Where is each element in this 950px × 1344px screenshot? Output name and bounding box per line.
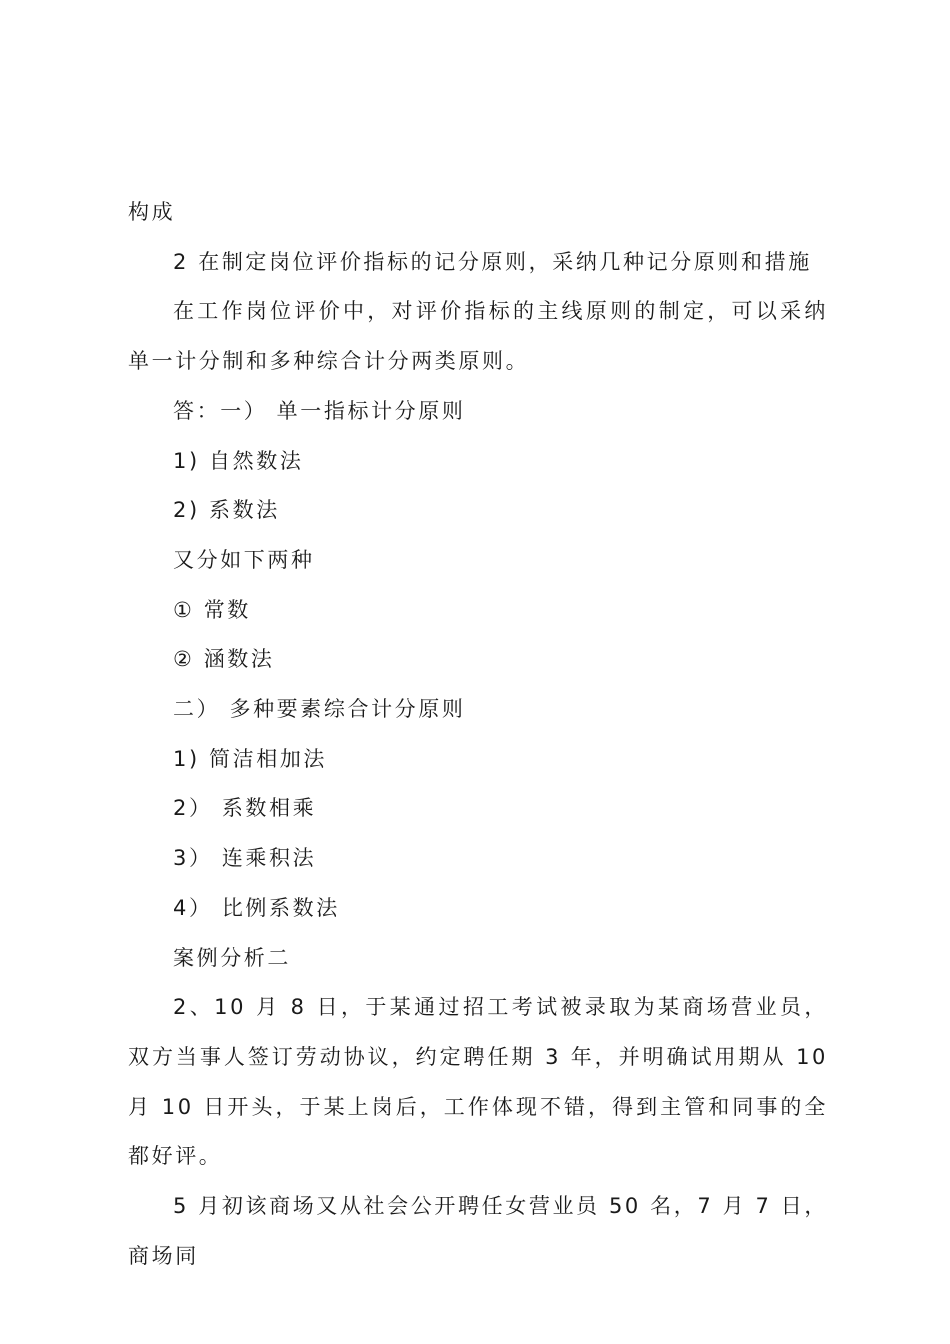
list-item-constant: ① 常数 [173, 597, 251, 622]
list-item-coefficient-multiply: 2） 系数相乘 [173, 796, 317, 821]
paragraph-continuation: 构成 [128, 200, 176, 224]
list-item-simple-addition: 1) 简洁相加法 [173, 746, 328, 771]
paragraph-case-heading: 案例分析二 [173, 945, 291, 970]
paragraph-case-body-1: 2、10 月 8 日，于某通过招工考试被录取为某商场营业员，双方当事人签订劳动协议，约定聘任期 3 年，并明确试用期从 10 月 10 日开头，于某上岗后，工作体现不错，得到主管和同事的全都好评。 [128, 995, 828, 1169]
paragraph-answer-heading: 答：一） 单一指标计分原则 [173, 398, 466, 423]
list-item-ratio-coefficient: 4） 比例系数法 [173, 895, 340, 920]
list-item-natural-number: 1) 自然数法 [173, 448, 304, 473]
list-item-coefficient: 2) 系数法 [173, 498, 280, 523]
paragraph-intro: 在工作岗位评价中，对评价指标的主线原则的制定，可以采纳单一计分制和多种综合计分两类原则。 [128, 299, 828, 374]
list-item-function: ② 涵数法 [173, 647, 275, 672]
list-item-continued-product: 3） 连乘积法 [173, 846, 317, 871]
paragraph-question-2: 2 在制定岗位评价指标的记分原则，采纳几种记分原则和措施 [173, 249, 812, 274]
paragraph-case-body-2: 5 月初该商场又从社会公开聘任女营业员 50 名，7 月 7 日，商场同 [128, 1194, 828, 1268]
paragraph-two-kinds: 又分如下两种 [173, 547, 315, 572]
document-body [128, 188, 828, 1281]
paragraph-section-two-heading: 二） 多种要素综合计分原则 [173, 697, 466, 722]
